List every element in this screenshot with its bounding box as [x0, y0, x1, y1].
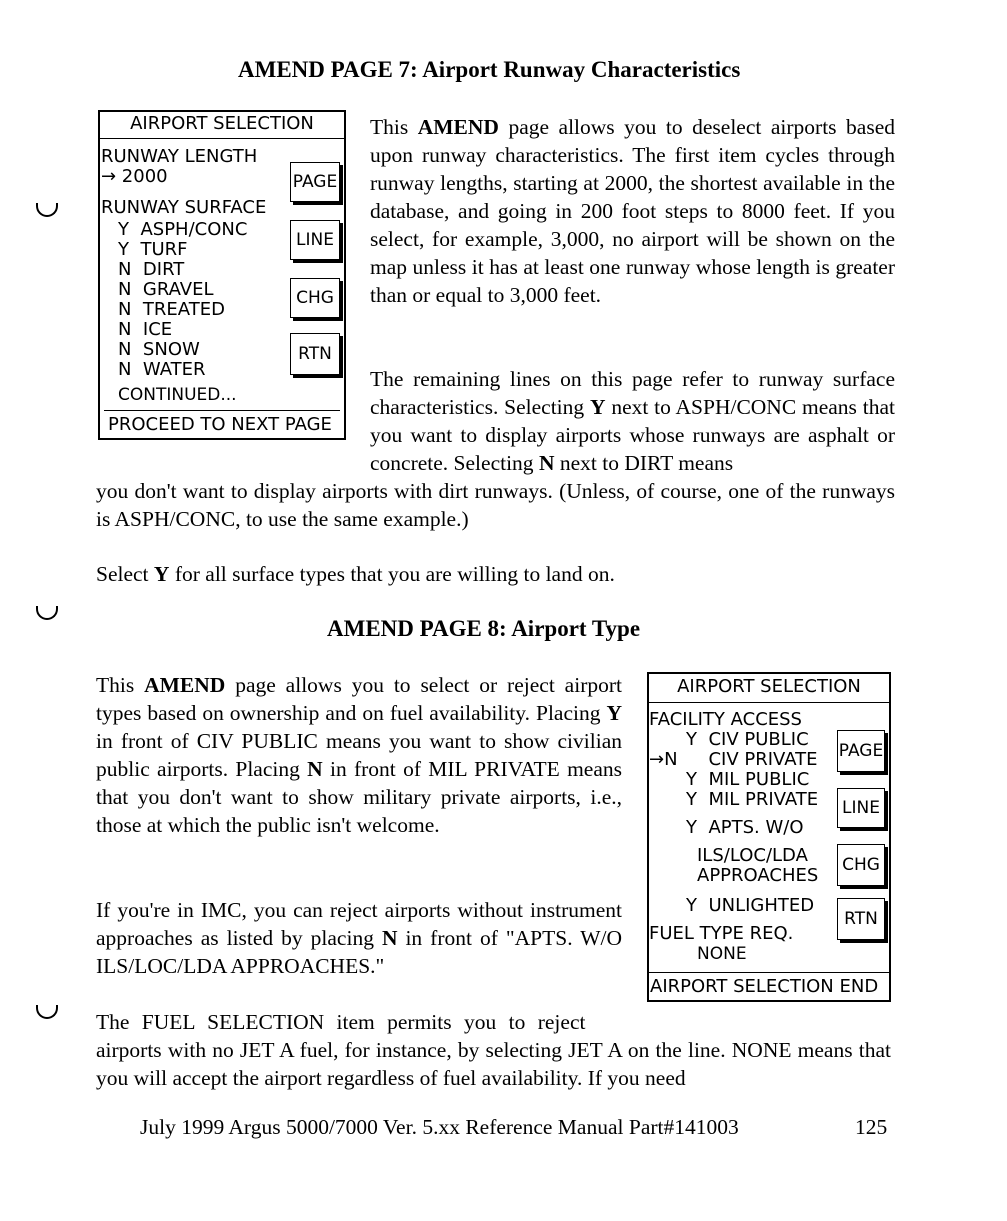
page-button[interactable]: PAGE [290, 162, 340, 202]
surface-row[interactable]: N SNOW [118, 339, 200, 360]
divider [104, 410, 340, 411]
surface-row[interactable]: Y TURF [118, 239, 188, 260]
facility-list [649, 730, 818, 838]
airport-selection-screen-type [647, 672, 891, 1002]
rtn-button[interactable]: RTN [290, 333, 340, 375]
screen-title: AIRPORT SELECTION [100, 112, 344, 139]
surface-row[interactable]: Y ASPH/CONC [118, 219, 248, 240]
facility-row[interactable]: Y CIV PUBLIC [686, 729, 809, 750]
page8-paragraph-2: If you're in IMC, you can reject airports without instrument approaches as listed by placing N in front of "APTS. W/O ILS/LOC/LDA APPROACHES." [96, 898, 622, 978]
page8-paragraph-3: airports with no JET A fuel, for instance, by selecting JET A on the line. NONE means that you will accept the airport regardless of fuel availability. If you need [96, 1038, 891, 1090]
facility-row[interactable]: Y MIL PUBLIC [686, 769, 810, 790]
continued-label: CONTINUED... [118, 385, 237, 405]
page-number: 125 [855, 1115, 888, 1139]
page7-paragraph-2: The remaining lines on this page refer to runway surface characteristics. Selecting Y next to ASPH/CONC means that you want to display airports whose runways are asphalt or concrete. Selecting N next to DIRT means [370, 367, 895, 475]
rtn-button[interactable]: RTN [837, 898, 885, 940]
page-button[interactable]: PAGE [837, 730, 885, 772]
page7-paragraph-2-continued: you don't want to display airports with dirt runways. (Unless, of course, one of the runways is ASPH/CONC, to use the same example.) [96, 479, 895, 531]
fuel-type-value[interactable]: NONE [697, 944, 747, 964]
surface-row[interactable]: N GRAVEL [118, 279, 214, 300]
airport-selection-end[interactable]: AIRPORT SELECTION END [650, 976, 879, 997]
runway-length-value[interactable]: → 2000 [101, 166, 168, 187]
binder-hole-mark [36, 203, 58, 217]
page8-paragraph-1: This AMEND page allows you to select or reject airport types based on ownership and on fuel availability. Placing Y in front of CIV PUBLIC means you want to show civilian public airports. Placing N in front of MIL PRIVATE means that you don't want to show military private airports, i.e., those at which the public isn't welcome. [96, 673, 623, 837]
proceed-to-next-page[interactable]: PROCEED TO NEXT PAGE [108, 414, 332, 435]
surface-row[interactable]: N ICE [118, 319, 173, 340]
page-footer: July 1999 Argus 5000/7000 Ver. 5.xx Reference Manual Part#141003 [140, 1115, 739, 1139]
chg-button[interactable]: CHG [837, 844, 885, 886]
unlighted-row[interactable]: Y UNLIGHTED [686, 895, 815, 916]
surface-row[interactable]: N DIRT [118, 259, 185, 280]
fuel-type-label: FUEL TYPE REQ. [649, 923, 794, 944]
binder-hole-mark [36, 606, 58, 620]
facility-row[interactable]: Y APTS. W/O [686, 817, 804, 838]
facility-row[interactable]: →N CIV PRIVATE [649, 749, 818, 770]
binder-hole-mark [36, 1005, 58, 1019]
page7-paragraph-1: This AMEND page allows you to deselect airports based upon runway characteristics. The first item cycles through runway lengths, starting at 2000, the shortest available in the database, and going in 200 foot steps to 8000 feet. If you select, for example, 3,000, no airport will be shown on the map unless it has at least one runway whose length is greater than or equal to 3,000 feet. [370, 115, 895, 307]
surface-list [118, 220, 247, 380]
line-button[interactable]: LINE [290, 220, 340, 260]
amend-page-7-heading: AMEND PAGE 7: Airport Runway Characteristics [238, 57, 741, 82]
runway-length-label: RUNWAY LENGTH [101, 146, 258, 167]
runway-surface-label: RUNWAY SURFACE [101, 197, 267, 218]
airport-selection-screen-runway [98, 110, 346, 440]
ils-loc-lda-line: ILS/LOC/LDA [697, 845, 808, 866]
divider [649, 972, 889, 973]
amend-page-8-heading: AMEND PAGE 8: Airport Type [327, 616, 641, 641]
page8-paragraph-3-first-line: The FUEL SELECTION item permits you to reject [96, 1010, 586, 1034]
page7-paragraph-3: Select Y for all surface types that you are willing to land on. [96, 562, 615, 586]
screen-title: AIRPORT SELECTION [649, 674, 889, 703]
facility-access-label: FACILITY ACCESS [649, 709, 802, 730]
chg-button[interactable]: CHG [290, 278, 340, 318]
surface-row[interactable]: N WATER [118, 359, 206, 380]
approaches-line: APPROACHES [697, 865, 819, 886]
line-button[interactable]: LINE [837, 788, 885, 828]
surface-row[interactable]: N TREATED [118, 299, 225, 320]
facility-row[interactable]: Y MIL PRIVATE [686, 789, 819, 810]
